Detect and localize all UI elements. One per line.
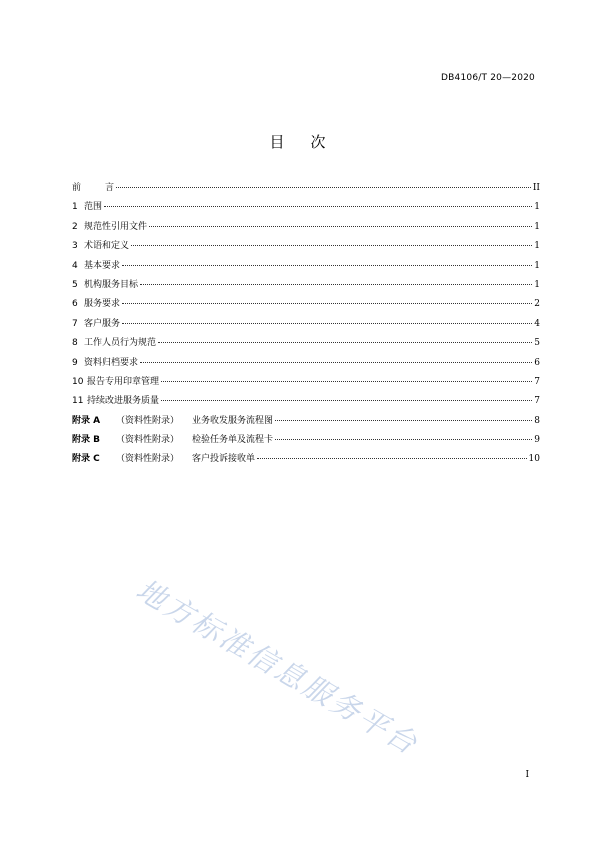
dot-leader xyxy=(104,206,532,207)
toc-entry-label: 客户服务 xyxy=(84,318,121,329)
toc-entry[interactable] xyxy=(72,237,540,256)
section-number: 4 xyxy=(72,260,78,271)
toc-entry[interactable] xyxy=(72,257,540,276)
toc-entry-label: 业务收发服务流程图 xyxy=(192,415,274,426)
toc-entry-appendix[interactable] xyxy=(72,412,540,431)
toc-entry-appendix[interactable] xyxy=(72,450,540,469)
toc-page-number: 6 xyxy=(534,357,540,368)
dot-leader xyxy=(161,381,532,382)
dot-leader xyxy=(140,284,532,285)
toc-page-number: 4 xyxy=(534,318,540,329)
toc-page-number: 1 xyxy=(534,279,540,290)
toc-entry[interactable] xyxy=(72,334,540,353)
toc-entry-label: 前 言 xyxy=(72,183,115,193)
toc-entry-label: 报告专用印章管理 xyxy=(87,376,160,387)
toc-page-number: 1 xyxy=(534,202,540,213)
dot-leader xyxy=(275,420,532,421)
section-number: 9 xyxy=(72,357,78,368)
appendix-note: （资料性附录） xyxy=(116,435,180,446)
toc-page-number: 7 xyxy=(534,376,540,387)
toc-entry[interactable] xyxy=(72,354,540,373)
toc-entry[interactable] xyxy=(72,373,540,392)
dot-leader xyxy=(140,362,532,363)
appendix-code: 附录 C xyxy=(72,454,100,465)
appendix-code: 附录 A xyxy=(72,415,101,426)
toc-entry-label: 术语和定义 xyxy=(84,241,130,252)
toc-entry-preface[interactable] xyxy=(72,179,540,198)
toc-entry-label: 客户投诉接收单 xyxy=(192,454,256,465)
section-number: 8 xyxy=(72,338,78,349)
appendix-note: （资料性附录） xyxy=(116,415,180,426)
toc-page-number: 5 xyxy=(534,338,540,349)
toc-page-number: 1 xyxy=(534,260,540,271)
watermark: 地方标准信息服务平台 xyxy=(130,572,425,762)
section-number: 3 xyxy=(72,241,78,252)
toc-entry-label: 服务要求 xyxy=(84,299,121,310)
toc-entry-label: 规范性引用文件 xyxy=(84,221,148,232)
dot-leader xyxy=(161,400,532,401)
toc-entry[interactable] xyxy=(72,315,540,334)
dot-leader xyxy=(122,323,532,324)
toc-entry[interactable] xyxy=(72,198,540,217)
toc-entry[interactable] xyxy=(72,218,540,237)
dot-leader xyxy=(116,187,531,188)
toc-entry-label: 范围 xyxy=(84,202,103,213)
toc-entry-appendix[interactable] xyxy=(72,431,540,450)
dot-leader xyxy=(275,439,532,440)
toc-entry-label: 工作人员行为规范 xyxy=(84,338,157,349)
toc-entry[interactable] xyxy=(72,276,540,295)
toc-entry-label: 机构服务目标 xyxy=(84,279,139,290)
section-number: 6 xyxy=(72,299,78,310)
dot-leader xyxy=(131,245,532,246)
toc-entry-label: 基本要求 xyxy=(84,260,121,271)
toc-page-number: 2 xyxy=(534,299,540,310)
toc-entry[interactable] xyxy=(72,392,540,411)
toc-entry-label: 检验任务单及流程卡 xyxy=(192,435,274,446)
table-of-contents xyxy=(72,179,540,470)
dot-leader xyxy=(122,303,532,304)
toc-page-number: 9 xyxy=(534,435,540,446)
toc-page-number: 10 xyxy=(528,454,540,465)
dot-leader xyxy=(149,226,532,227)
standard-code: DB4106/T 20—2020 xyxy=(441,73,535,83)
toc-entry[interactable] xyxy=(72,295,540,314)
toc-entry-label: 持续改进服务质量 xyxy=(87,396,160,407)
dot-leader xyxy=(257,458,527,459)
appendix-code: 附录 B xyxy=(72,435,100,446)
section-number: 5 xyxy=(72,279,78,290)
section-number: 7 xyxy=(72,318,78,329)
section-number: 11 xyxy=(72,396,84,407)
dot-leader xyxy=(158,342,532,343)
section-number: 2 xyxy=(72,221,78,232)
page-title: 目次 xyxy=(269,133,352,151)
toc-page-number: 7 xyxy=(534,396,540,407)
toc-page-number: 1 xyxy=(534,221,540,232)
toc-page-number: II xyxy=(532,183,540,193)
section-number: 1 xyxy=(72,202,78,213)
toc-page-number: 8 xyxy=(534,415,540,426)
appendix-note: （资料性附录） xyxy=(116,454,180,465)
dot-leader xyxy=(122,265,532,266)
toc-entry-label: 资料归档要求 xyxy=(84,357,139,368)
footer-page-number: I xyxy=(525,770,529,780)
section-number: 10 xyxy=(72,376,84,387)
toc-page-number: 1 xyxy=(534,241,540,252)
